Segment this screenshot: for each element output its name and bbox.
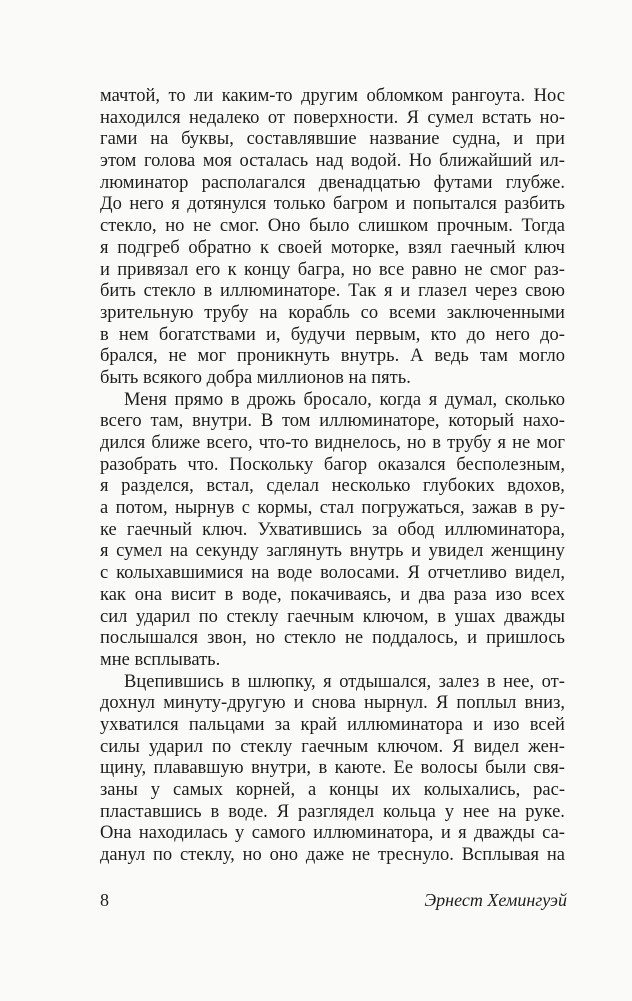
text-line: быть всякого добра миллионов на пять. <box>100 367 411 388</box>
text-line: послышался звон, но стекло не поддалось, и пришлось <box>100 628 565 649</box>
text-line: брался, не мог проникнуть внутрь. А ведь там могло <box>100 346 565 367</box>
text-line: силы ударил по стеклу гаечным ключом. Я видел жен- <box>100 736 565 757</box>
text-line: пластавшись в воде. Я разглядел кольца у нее на руке. <box>100 801 565 822</box>
text-line: Она находилась у самого иллюминатора, и я дважды са- <box>100 823 565 844</box>
text-line: с колыхавшимися на воде волосами. Я отчетливо видел, <box>100 563 565 584</box>
text-line: бить стекло в иллюминаторе. Так я и глазел через свою <box>100 281 565 302</box>
text-line: ке гаечный ключ. Ухватившись за обод иллюминатора, <box>100 519 565 540</box>
text-line: дился ближе всего, что-то виднелось, но в трубу я не мог <box>100 433 565 453</box>
paragraph <box>100 390 565 672</box>
text-line: разобрать что. Поскольку багор оказался бесполезным, <box>100 454 565 475</box>
text-line: гами на буквы, составлявшие название судна, и при <box>100 129 565 150</box>
text-line: сил ударил по стеклу гаечным ключом, в ушах дважды <box>100 606 565 627</box>
text-line: мачтой, то ли каким-то другим обломком рангоута. Нос <box>100 86 565 106</box>
text-line: Меня прямо в дрожь бросало, когда я думал, сколько <box>124 389 565 410</box>
text-line: в нем богатствами и, будучи первым, кто до него до- <box>100 324 565 345</box>
text-line: всего там, внутри. В том иллюминаторе, который нахо- <box>100 411 565 432</box>
text-line: этом голова моя осталась над водой. Но ближайший ил- <box>100 151 565 172</box>
text-line: и привязал его к концу багра, но все равно не смог раз- <box>100 259 565 280</box>
text-line: заны у самых корней, а концы их колыхались, рас- <box>100 780 565 800</box>
text-line: я подгреб обратно к своей моторке, взял гаечный ключ <box>100 237 565 258</box>
text-line: я сумел на секунду заглянуть внутрь и увидел женщину <box>100 541 565 562</box>
text-line: зрительную трубу на корабль со всеми заключенными <box>100 302 565 323</box>
text-line: мне всплывать. <box>100 649 221 670</box>
paragraph <box>100 86 565 390</box>
text-line: а потом, нырнув с кормы, стал погружаться, зажав в ру- <box>100 498 565 519</box>
text-line: я разделся, встал, сделал несколько глубоких вдохов, <box>100 476 565 497</box>
running-head-author: Эрнест Хемингуэй <box>424 890 567 910</box>
text-line: щину, плававшую внутри, в каюте. Ее волосы были свя- <box>100 758 565 779</box>
page-footer <box>100 888 567 912</box>
paragraph <box>100 672 565 867</box>
text-line: стекло, но не смог. Оно было слишком прочным. Тогда <box>100 216 565 237</box>
text-line: ухватился пальцами за край иллюминатора и изо всей <box>100 714 565 735</box>
text-block <box>100 86 565 867</box>
text-line: До него я дотянулся только багром и попытался разбить <box>100 194 565 215</box>
page-number: 8 <box>100 890 109 910</box>
text-line: как она висит в воде, покачиваясь, и два раза изо всех <box>100 584 565 605</box>
text-line: люминатор располагался двенадцатью футами глубже. <box>100 172 565 193</box>
text-line: находился недалеко от поверхности. Я сумел встать но- <box>100 107 565 128</box>
text-line: дохнул минуту-другую и снова нырнул. Я поплыл вниз, <box>100 693 565 714</box>
text-line: Вцепившись в шлюпку, я отдышался, залез в нее, от- <box>124 671 565 692</box>
text-line: данул по стеклу, но оно даже не треснуло. Всплывая на <box>100 845 565 866</box>
